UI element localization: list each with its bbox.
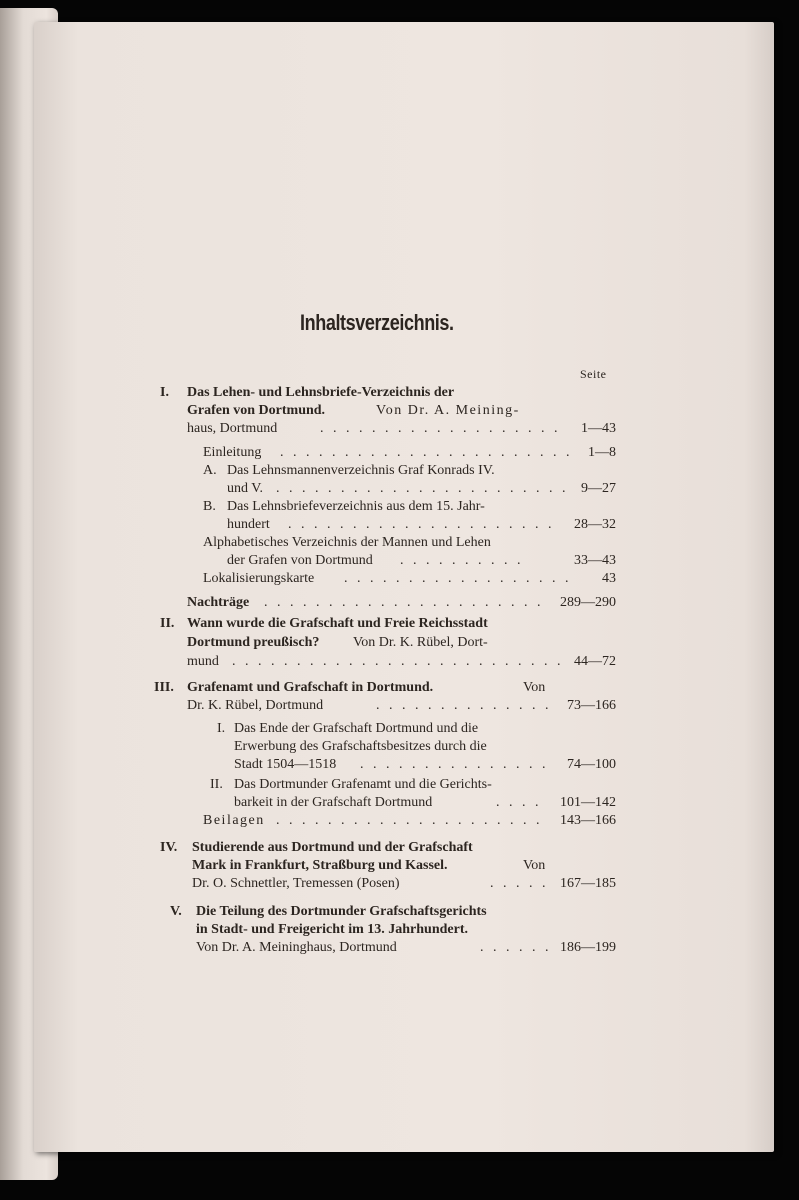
page-range: 73—166 [567,698,616,713]
entry-title: Das Dortmunder Grafenamt und die Gerichts- [234,777,492,792]
toc-entry-3-2 [0,776,799,796]
entry-title: Einleitung [203,445,262,460]
leader-dots: . . . . . . . . . . . . . . . . . . . . . [288,517,555,532]
entry-title: und V. [227,481,264,496]
entry-title: Alphabetisches Verzeichnis der Mannen und Lehen [203,535,491,550]
toc-entry-5-line2 [0,921,799,941]
toc-entry-2-line2 [0,634,799,654]
entry-title: Studierende aus Dortmund und der Grafschaft [192,840,473,855]
toc-entry-3-1 [0,720,799,740]
page-range: 33—43 [574,553,616,568]
seite-label: Seite [580,367,607,381]
toc-entry-beilagen [0,812,799,832]
entry-title: Lokalisierungskarte [203,571,315,586]
entry-number: II. [160,616,175,631]
toc-entry-5-line3 [0,939,799,959]
toc-entry-alphabetisches-line2 [0,552,799,572]
toc-entry-alphabetisches [0,534,799,554]
leader-dots: . . . . . . . . . . . . . . . . . . . . . . . [276,481,569,496]
entry-title: Dortmund preußisch? [187,635,320,650]
leader-dots: . . . . . . . . . . . . . . . . . . . . . [276,813,543,828]
leader-dots: . . . . . . . . . . . . . . . . . . . [320,421,561,436]
page-range: 9—27 [581,481,616,496]
entry-title: der Grafen von Dortmund [227,553,373,568]
page-title: Inhaltsverzeichnis. [300,310,454,335]
toc-entry-3-line2 [0,697,799,717]
page-range: 43 [602,571,616,586]
entry-number: II. [210,777,223,792]
entry-author: mund [187,654,219,669]
leader-dots: . . . . . . . . . . [400,553,524,568]
page-range: 186—199 [560,940,616,955]
entry-title: barkeit in der Grafschaft Dortmund [234,795,433,810]
entry-title: Erwerbung des Grafschaftsbesitzes durch die [234,739,487,754]
entry-number: I. [217,721,226,736]
entry-number: B. [203,499,216,514]
entry-number: I. [160,385,169,400]
toc-entry-2 [0,615,799,635]
toc-entry-1-line2 [0,402,799,422]
entry-author: Von [523,680,546,695]
toc-entry-3 [0,679,799,699]
page-range: 28—32 [574,517,616,532]
entry-author: Von [523,858,546,873]
page-range: 289—290 [560,595,616,610]
leader-dots: . . . . . [490,876,549,891]
toc-entry-1-line3 [0,420,799,440]
entry-title: hundert [227,517,270,532]
entry-author: Dr. K. Rübel, Dortmund [187,698,324,713]
page-range: 1—43 [581,421,616,436]
toc-entry-5 [0,903,799,923]
entry-author: haus, Dortmund [187,421,278,436]
entry-number: V. [170,904,182,919]
toc-entry-lokalisierungskarte [0,570,799,590]
entry-title: Das Ende der Grafschaft Dortmund und die [234,721,479,736]
entry-title: Das Lehen- und Lehnsbriefe-Verzeichnis der [187,385,455,400]
entry-title: Beilagen [203,813,265,828]
page-range: 143—166 [560,813,616,828]
entry-author: Von Dr. K. Rübel, Dort- [353,635,488,650]
toc-entry-4-line2 [0,857,799,877]
entry-title: Wann wurde die Grafschaft und Freie Reichsstadt [187,616,488,631]
toc-entry-1 [0,384,799,404]
page-range: 44—72 [574,654,616,669]
page-range: 101—142 [560,795,616,810]
entry-author: Von Dr. A. Meininghaus, Dortmund [196,940,397,955]
leader-dots: . . . . . . . . . . . . . . . [360,757,549,772]
toc-entry-3-1-line2 [0,738,799,758]
leader-dots: . . . . . . [480,940,552,955]
entry-number: A. [203,463,217,478]
entry-title: Stadt 1504—1518 [234,757,337,772]
entry-title: Das Lehnsmannenverzeichnis Graf Konrads IV. [227,463,495,478]
toc-entry-b-line2 [0,516,799,536]
entry-title: in Stadt- und Freigericht im 13. Jahrhundert. [196,922,468,937]
leader-dots: . . . . . . . . . . . . . . . . . . [344,571,572,586]
entry-title: Das Lehnsbriefeverzeichnis aus dem 15. Jahr- [227,499,485,514]
toc-entry-3-2-line2 [0,794,799,814]
toc-entry-einleitung [0,444,799,464]
toc-entry-4 [0,839,799,859]
page-range: 167—185 [560,876,616,891]
leader-dots: . . . . . . . . . . . . . . [376,698,552,713]
entry-author: Von Dr. A. Meining- [376,403,520,418]
toc-entry-a-line2 [0,480,799,500]
leader-dots: . . . . . . . . . . . . . . . . . . . . . . . . . . [232,654,564,669]
toc-entry-2-line3 [0,653,799,673]
entry-number: IV. [160,840,178,855]
entry-author: Dr. O. Schnettler, Tremessen (Posen) [192,876,400,891]
entry-title: Grafen von Dortmund. [187,403,326,418]
entry-title: Mark in Frankfurt, Straßburg und Kassel. [192,858,448,873]
leader-dots: . . . . [496,795,542,810]
toc-entry-b [0,498,799,518]
entry-title: Grafenamt und Grafschaft in Dortmund. [187,680,434,695]
toc-entry-a [0,462,799,482]
toc-entry-4-line3 [0,875,799,895]
page-range: 1—8 [588,445,616,460]
page-range: 74—100 [567,757,616,772]
leader-dots: . . . . . . . . . . . . . . . . . . . . . . . [280,445,573,460]
entry-title: Nachträge [187,595,250,610]
entry-title: Die Teilung des Dortmunder Grafschaftsgerichts [196,904,487,919]
toc-entry-nachtraege [0,594,799,614]
leader-dots: . . . . . . . . . . . . . . . . . . . . . . [264,595,544,610]
toc-entry-3-1-line3 [0,756,799,776]
entry-number: III. [154,680,174,695]
